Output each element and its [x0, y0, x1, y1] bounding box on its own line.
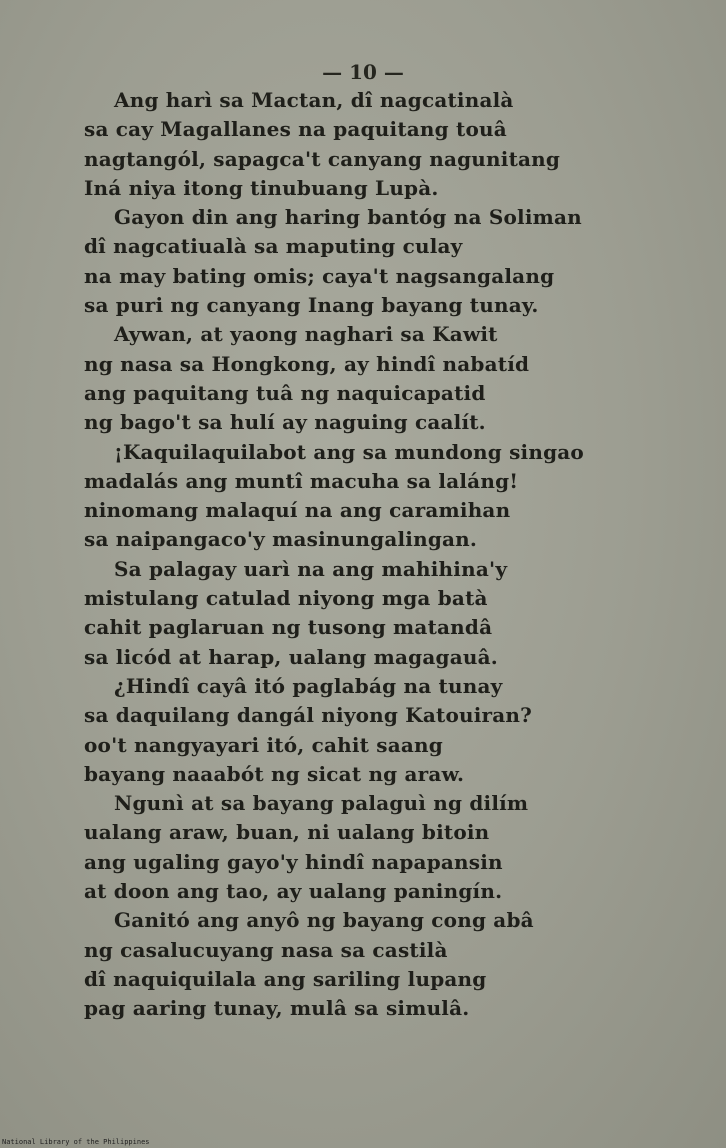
poem-line: oo't nangyayari itó, cahit saang: [84, 732, 443, 757]
poem-line: ninomang malaquí na ang caramihan: [84, 498, 511, 523]
poem-line: ng nasa sa Hongkong, ay hindî nabatíd: [84, 351, 530, 376]
poem-line: madalás ang muntî macuha sa laláng!: [84, 468, 519, 493]
poem-line: sa cay Magallanes na paquitang touâ: [84, 117, 507, 142]
poem-line: nagtangól, sapagca't canyang nagunitang: [84, 146, 561, 171]
poem-line: Sa palagay uarì na ang mahihina'y: [114, 556, 508, 581]
poem-line: pag aaring tunay, mulâ sa simulâ.: [84, 996, 470, 1021]
poem-line: ¡Kaquilaquilabot ang sa mundong singao: [114, 439, 584, 464]
poem-line: sa daquilang dangál niyong Katouiran?: [84, 703, 533, 728]
poem-line: dî nagcatiualà sa maputing culay: [84, 234, 463, 259]
poem-line: na may bating omis; caya't nagsangalang: [84, 263, 555, 288]
poem-line: cahit paglaruan ng tusong matandâ: [84, 615, 493, 640]
poem-line: ang paquitang tuâ ng naquicapatid: [84, 380, 486, 405]
poem-line: ng bago't sa hulí ay naguing caalít.: [84, 410, 486, 435]
poem-line: Ang harì sa Mactan, dî nagcatinalà: [114, 88, 514, 112]
poem-line: Gayon din ang haring bantóg na Soliman: [114, 205, 582, 230]
poem-line: dî naquiquilala ang sariling lupang: [84, 966, 487, 991]
poem-line: ¿Hindî cayâ itó paglabág na tunay: [114, 673, 503, 698]
poem-line: ng casalucuyang nasa sa castilà: [84, 937, 448, 962]
poem-line: sa naipangaco'y masinungalingan.: [84, 527, 478, 552]
poem-line: ualang araw, buan, ni ualang bitoin: [84, 820, 490, 845]
library-credit: National Library of the Philippines: [2, 1138, 150, 1146]
poem-text: [84, 86, 684, 1024]
poem-line: Iná niya itong tinubuang Lupà.: [84, 175, 439, 200]
poem-line: Ngunì at sa bayang palaguì ng dilím: [114, 791, 529, 816]
poem-line: Aywan, at yaong naghari sa Kawit: [114, 322, 498, 347]
page-number: — 10 —: [322, 60, 404, 84]
poem-line: sa licód at harap, ualang magagauâ.: [84, 644, 498, 669]
poem-line: bayang naaabót ng sicat ng araw.: [84, 761, 465, 786]
poem-line: at doon ang tao, ay ualang paningín.: [84, 879, 503, 904]
poem-line: Ganitó ang anyô ng bayang cong abâ: [114, 908, 534, 933]
poem-line: sa puri ng canyang Inang bayang tunay.: [84, 293, 539, 318]
poem-line: ang ugaling gayo'y hindî napapansin: [84, 849, 503, 874]
poem-line: mistulang catulad niyong mga batà: [84, 586, 488, 611]
